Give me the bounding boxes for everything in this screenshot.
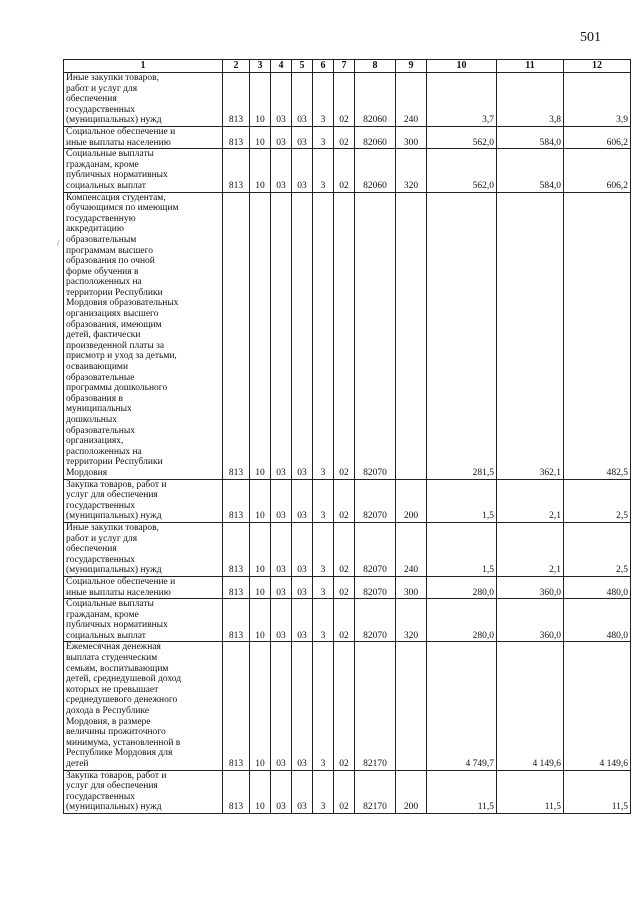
cell-code: 813	[223, 479, 250, 522]
cell-section: 10	[250, 642, 271, 770]
table-row	[64, 576, 631, 598]
cell-event: 02	[334, 192, 355, 479]
cell-amount-3: 4 149,6	[564, 642, 631, 770]
cell-direction: 82070	[355, 192, 396, 479]
cell-amount-3: 480,0	[564, 576, 631, 598]
scan-mark: /	[57, 238, 60, 248]
cell-subsection: 03	[271, 576, 292, 598]
cell-code: 813	[223, 770, 250, 813]
cell-direction: 82070	[355, 479, 396, 522]
table-row	[64, 149, 631, 192]
cell-expense-type: 300	[396, 126, 427, 148]
cell-event: 02	[334, 149, 355, 192]
cell-expense-type: 200	[396, 770, 427, 813]
cell-direction: 82070	[355, 576, 396, 598]
cell-program: 03	[292, 149, 313, 192]
cell-subsection: 03	[271, 522, 292, 576]
cell-amount-3: 11,5	[564, 770, 631, 813]
cell-subprogram: 3	[313, 73, 334, 127]
cell-amount-2: 4 149,6	[497, 642, 564, 770]
row-name: Компенсация студентам, обучающимся по имеющим государственную аккредитацию образовательным программам высшего образования по очной форме обучения в расположенных на территории Республики Мордовия образовательных организациях высшего образования, имеющим детей, фактически произведенной платы за присмотр и уход за детьми, осваивающими образовательные программы дошкольного образования в муниципальных дошкольных образовательных организациях, расположенных на территории Республики Мордовия	[64, 192, 223, 479]
cell-expense-type	[396, 192, 427, 479]
cell-subprogram: 3	[313, 599, 334, 642]
row-name: Социальные выплаты гражданам, кроме публичных нормативных социальных выплат	[64, 149, 223, 192]
cell-subsection: 03	[271, 770, 292, 813]
cell-event: 02	[334, 599, 355, 642]
cell-event: 02	[334, 126, 355, 148]
cell-direction: 82060	[355, 149, 396, 192]
table-row	[64, 73, 631, 127]
cell-amount-2: 360,0	[497, 599, 564, 642]
budget-table	[63, 59, 631, 814]
cell-program: 03	[292, 479, 313, 522]
cell-code: 813	[223, 599, 250, 642]
cell-subprogram: 3	[313, 770, 334, 813]
cell-subprogram: 3	[313, 126, 334, 148]
cell-subsection: 03	[271, 192, 292, 479]
cell-section: 10	[250, 192, 271, 479]
cell-event: 02	[334, 576, 355, 598]
cell-subsection: 03	[271, 149, 292, 192]
cell-code: 813	[223, 73, 250, 127]
cell-amount-1: 280,0	[427, 576, 497, 598]
cell-section: 10	[250, 576, 271, 598]
cell-code: 813	[223, 126, 250, 148]
cell-amount-3: 482,5	[564, 192, 631, 479]
cell-direction: 82070	[355, 522, 396, 576]
table-row	[64, 770, 631, 813]
cell-section: 10	[250, 522, 271, 576]
cell-expense-type: 300	[396, 576, 427, 598]
cell-subsection: 03	[271, 599, 292, 642]
cell-code: 813	[223, 522, 250, 576]
cell-code: 813	[223, 576, 250, 598]
cell-subprogram: 3	[313, 522, 334, 576]
cell-amount-3: 606,2	[564, 126, 631, 148]
cell-subsection: 03	[271, 642, 292, 770]
cell-expense-type	[396, 642, 427, 770]
cell-amount-2: 2,1	[497, 522, 564, 576]
col-header: 11	[497, 60, 564, 73]
cell-program: 03	[292, 192, 313, 479]
cell-amount-3: 2,5	[564, 479, 631, 522]
cell-amount-2: 584,0	[497, 126, 564, 148]
cell-direction: 82170	[355, 770, 396, 813]
cell-amount-3: 480,0	[564, 599, 631, 642]
table-row	[64, 522, 631, 576]
row-name: Ежемесячная денежная выплата студенческим семьям, воспитывающим детей, среднедушевой доход которых не превышает среднедушевого денежного дохода в Республике Мордовия, в размере величины прожиточного минимума, установленной в Республике Мордовия для детей	[64, 642, 223, 770]
col-header: 9	[396, 60, 427, 73]
row-name: Закупка товаров, работ и услуг для обеспечения государственных (муниципальных) нужд	[64, 479, 223, 522]
table-row	[64, 599, 631, 642]
cell-code: 813	[223, 149, 250, 192]
col-header: 8	[355, 60, 396, 73]
row-name: Иные закупки товаров, работ и услуг для обеспечения государственных (муниципальных) нужд	[64, 522, 223, 576]
cell-program: 03	[292, 642, 313, 770]
cell-subsection: 03	[271, 126, 292, 148]
cell-event: 02	[334, 479, 355, 522]
cell-program: 03	[292, 770, 313, 813]
cell-subprogram: 3	[313, 576, 334, 598]
cell-amount-1: 1,5	[427, 522, 497, 576]
cell-event: 02	[334, 642, 355, 770]
cell-amount-1: 3,7	[427, 73, 497, 127]
cell-amount-3: 3,9	[564, 73, 631, 127]
row-name: Социальное обеспечение и иные выплаты населению	[64, 126, 223, 148]
col-header: 12	[564, 60, 631, 73]
cell-expense-type: 200	[396, 479, 427, 522]
cell-subprogram: 3	[313, 479, 334, 522]
cell-direction: 82170	[355, 642, 396, 770]
cell-amount-2: 360,0	[497, 576, 564, 598]
row-name: Иные закупки товаров, работ и услуг для обеспечения государственных (муниципальных) нужд	[64, 73, 223, 127]
row-name: Социальное обеспечение и иные выплаты населению	[64, 576, 223, 598]
page-number: 501	[580, 30, 601, 45]
cell-amount-1: 281,5	[427, 192, 497, 479]
cell-amount-2: 3,8	[497, 73, 564, 127]
cell-expense-type: 320	[396, 599, 427, 642]
row-name: Социальные выплаты гражданам, кроме публичных нормативных социальных выплат	[64, 599, 223, 642]
cell-event: 02	[334, 73, 355, 127]
cell-subsection: 03	[271, 73, 292, 127]
cell-program: 03	[292, 73, 313, 127]
col-header: 6	[313, 60, 334, 73]
col-header: 4	[271, 60, 292, 73]
cell-subprogram: 3	[313, 149, 334, 192]
cell-amount-3: 2,5	[564, 522, 631, 576]
cell-program: 03	[292, 126, 313, 148]
cell-section: 10	[250, 770, 271, 813]
table-row	[64, 192, 631, 479]
cell-program: 03	[292, 599, 313, 642]
cell-amount-3: 606,2	[564, 149, 631, 192]
cell-amount-1: 280,0	[427, 599, 497, 642]
cell-section: 10	[250, 599, 271, 642]
cell-section: 10	[250, 479, 271, 522]
cell-amount-1: 562,0	[427, 149, 497, 192]
cell-subsection: 03	[271, 479, 292, 522]
table-row	[64, 642, 631, 770]
cell-section: 10	[250, 73, 271, 127]
col-header: 10	[427, 60, 497, 73]
cell-amount-1: 4 749,7	[427, 642, 497, 770]
col-header: 1	[64, 60, 223, 73]
cell-code: 813	[223, 192, 250, 479]
col-header: 3	[250, 60, 271, 73]
cell-subprogram: 3	[313, 642, 334, 770]
cell-event: 02	[334, 770, 355, 813]
col-header: 5	[292, 60, 313, 73]
cell-direction: 82060	[355, 126, 396, 148]
col-header: 2	[223, 60, 250, 73]
cell-amount-2: 11,5	[497, 770, 564, 813]
cell-amount-2: 2,1	[497, 479, 564, 522]
cell-expense-type: 240	[396, 73, 427, 127]
row-name: Закупка товаров, работ и услуг для обеспечения государственных (муниципальных) нужд	[64, 770, 223, 813]
cell-program: 03	[292, 576, 313, 598]
cell-section: 10	[250, 126, 271, 148]
cell-program: 03	[292, 522, 313, 576]
cell-expense-type: 240	[396, 522, 427, 576]
table-row	[64, 126, 631, 148]
cell-amount-1: 11,5	[427, 770, 497, 813]
col-header: 7	[334, 60, 355, 73]
cell-amount-2: 362,1	[497, 192, 564, 479]
cell-code: 813	[223, 642, 250, 770]
cell-subprogram: 3	[313, 192, 334, 479]
cell-expense-type: 320	[396, 149, 427, 192]
cell-amount-2: 584,0	[497, 149, 564, 192]
header-row	[64, 60, 631, 73]
table-row	[64, 479, 631, 522]
cell-section: 10	[250, 149, 271, 192]
cell-direction: 82070	[355, 599, 396, 642]
cell-event: 02	[334, 522, 355, 576]
cell-amount-1: 562,0	[427, 126, 497, 148]
cell-amount-1: 1,5	[427, 479, 497, 522]
cell-direction: 82060	[355, 73, 396, 127]
